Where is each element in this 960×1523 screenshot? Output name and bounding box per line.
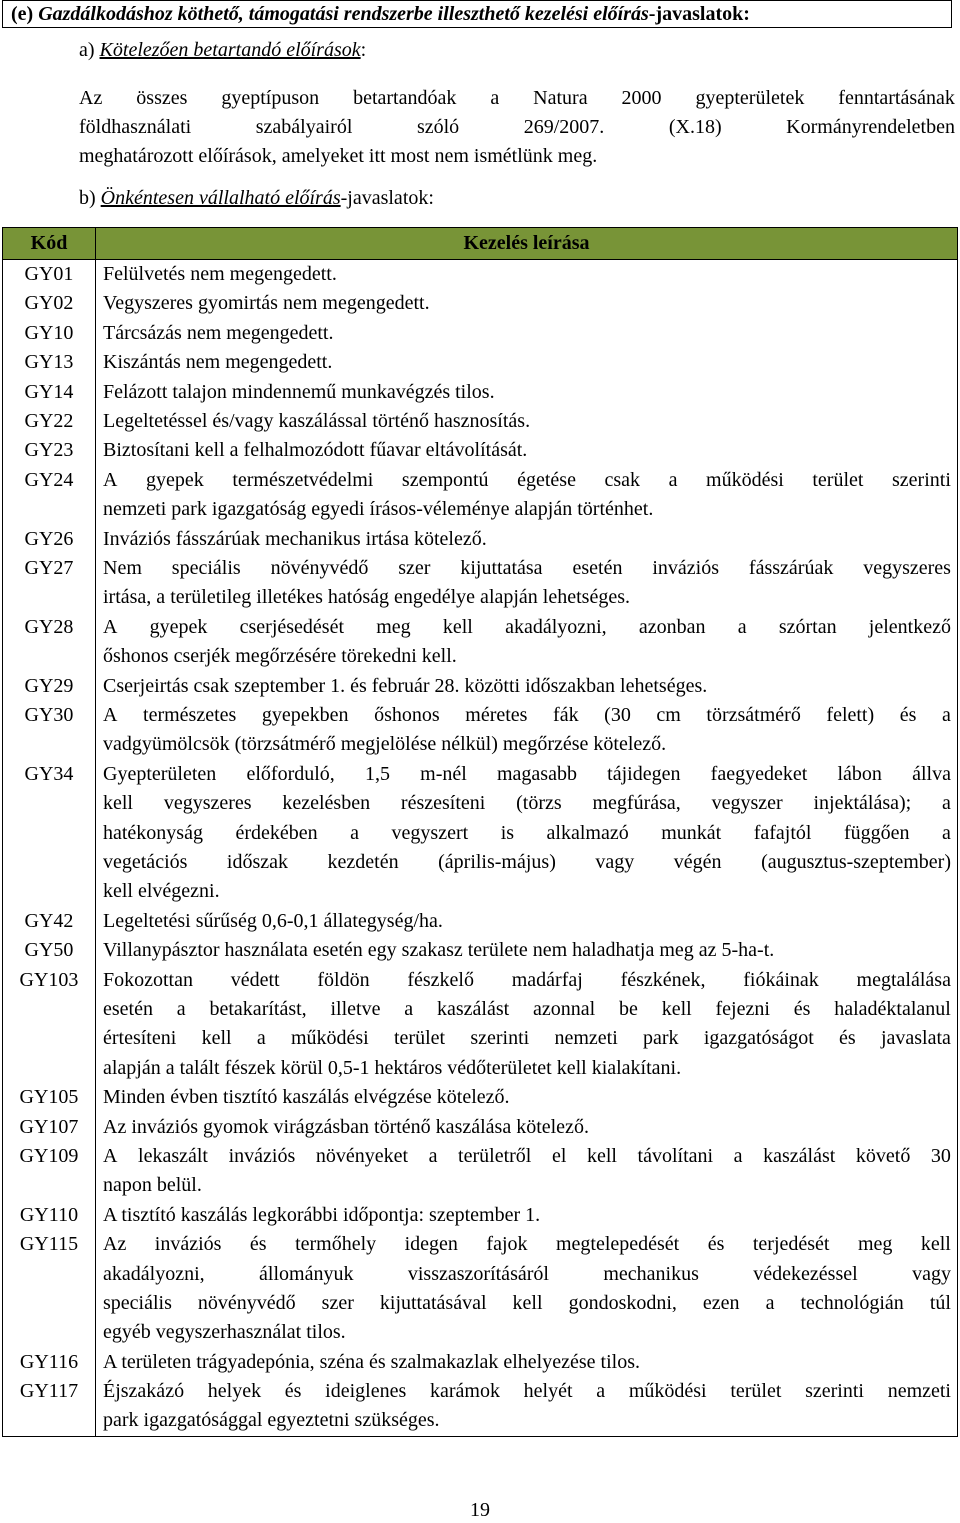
section-a-paragraph xyxy=(79,84,955,171)
row-description xyxy=(96,466,957,525)
row-description xyxy=(96,1230,957,1348)
row-description xyxy=(96,319,957,348)
row-description xyxy=(96,1113,957,1142)
row-code: GY30 xyxy=(3,701,96,760)
description-line: napon belül. xyxy=(103,1174,202,1197)
table-row xyxy=(3,436,957,465)
section-a-title: Kötelezően betartandó előírások xyxy=(99,39,361,61)
table-row xyxy=(3,1142,957,1201)
table-row xyxy=(3,260,957,289)
row-description xyxy=(96,966,957,1084)
description-line: Tárcsázás nem megengedett. xyxy=(103,321,334,344)
row-description xyxy=(96,407,957,436)
row-code: GY28 xyxy=(3,613,96,672)
description-line: hatékonyság érdekében a vegyszert is alkalmazó munkát fafajtól függően a xyxy=(103,821,951,844)
table-row xyxy=(3,701,957,760)
row-code: GY107 xyxy=(3,1113,96,1142)
description-line: Legeltetési sűrűség 0,6-0,1 állategység/ha. xyxy=(103,909,443,932)
description-line: A természetes gyepekben őshonos méretes fák (30 cm törzsátmérő felett) és a xyxy=(103,704,951,726)
description-line: Felázott talajon mindennemű munkavégzés tilos. xyxy=(103,380,495,403)
description-line: A lekaszált inváziós növényeket a területről el kell távolítani a kaszálást követő 30 xyxy=(103,1144,951,1167)
row-description xyxy=(96,525,957,554)
description-line: alapján a talált fészek körül 0,5-1 hektáros védőterületet kell kialakítani. xyxy=(103,1056,682,1079)
row-description xyxy=(96,378,957,407)
table-row xyxy=(3,966,957,1084)
row-description xyxy=(96,672,957,701)
description-line: A gyepek cserjésedését meg kell akadályozni, azonban a szórtan jelentkező xyxy=(103,615,951,638)
row-description xyxy=(96,1201,957,1230)
table-row xyxy=(3,907,957,936)
description-line: A tisztító kaszálás legkorábbi időpontja: szeptember 1. xyxy=(103,1203,541,1226)
description-line: kell vegyszeres kezelésben részesíteni (törzs megfúrása, vegyszer injektálása); a xyxy=(103,792,951,815)
row-code: GY50 xyxy=(3,936,96,965)
section-a-colon: : xyxy=(360,39,367,61)
description-line: irtása, a területileg illetékes hatóság engedélye alapján lehetséges. xyxy=(103,586,630,609)
table-row xyxy=(3,1083,957,1112)
description-line: Fokozottan védett földön fészkelő madárfaj fészkének, fiókáinak megtalálása xyxy=(103,968,951,991)
row-description xyxy=(96,760,957,907)
row-code: GY27 xyxy=(3,554,96,613)
section-a-heading xyxy=(79,38,366,62)
description-line: őshonos cserjék megőrzésére törekedni kell. xyxy=(103,645,457,668)
table-row xyxy=(3,289,957,318)
row-description xyxy=(96,1083,957,1112)
description-line: esetén a betakarítást, illetve a kaszálást azonnal be kell fejezni és haladéktalanul xyxy=(103,997,951,1020)
table-row xyxy=(3,348,957,377)
paragraph-line: földhasználati szabályairól szóló 269/2007. (X.18) Kormányrendeletben xyxy=(79,116,955,138)
header-description: Kezelés leírása xyxy=(463,232,590,254)
header-italic-text: Gazdálkodáshoz köthető, támogatási rendszerbe illeszthető kezelési előírás xyxy=(38,3,649,25)
table-row xyxy=(3,407,957,436)
description-line: egyéb vegyszerhasználat tilos. xyxy=(103,1321,346,1344)
header-prefix: (e) xyxy=(11,3,39,25)
row-description xyxy=(96,1377,957,1436)
row-code: GY103 xyxy=(3,966,96,1084)
row-code: GY42 xyxy=(3,907,96,936)
section-header-box xyxy=(2,0,952,28)
row-description xyxy=(96,554,957,613)
row-description xyxy=(96,613,957,672)
section-b-title: Önkéntesen vállalható előírás xyxy=(100,187,341,209)
row-code: GY116 xyxy=(3,1348,96,1377)
section-b-heading xyxy=(79,186,434,210)
table-row xyxy=(3,1348,957,1377)
table-row xyxy=(3,760,957,907)
row-description xyxy=(96,907,957,936)
description-line: Az inváziós és termőhely idegen fajok megtelepedését és terjedését meg kell xyxy=(103,1233,951,1256)
row-description xyxy=(96,701,957,760)
row-code: GY01 xyxy=(3,260,96,289)
header-suffix: -javaslatok: xyxy=(648,3,750,25)
row-description xyxy=(96,936,957,965)
description-line: park igazgatósággal egyeztetni szükséges. xyxy=(103,1409,440,1432)
row-code: GY13 xyxy=(3,348,96,377)
table-row xyxy=(3,1377,957,1436)
row-code: GY14 xyxy=(3,378,96,407)
paragraph-line: meghatározott előírások, amelyeket itt most nem ismétlünk meg. xyxy=(79,145,598,167)
table-row xyxy=(3,525,957,554)
row-code: GY105 xyxy=(3,1083,96,1112)
description-line: kell elvégezni. xyxy=(103,880,220,903)
row-code: GY109 xyxy=(3,1142,96,1201)
description-line: Cserjeirtás csak szeptember 1. és február 28. közötti időszakban lehetséges. xyxy=(103,674,708,697)
table-row xyxy=(3,554,957,613)
row-code: GY110 xyxy=(3,1201,96,1230)
description-line: nemzeti park igazgatóság egyedi írásos-véleménye alapján történhet. xyxy=(103,498,654,521)
description-line: speciális növényvédő szer kijuttatásával kell gondoskodni, ezen a technológián túl xyxy=(103,1291,951,1314)
table-row xyxy=(3,319,957,348)
row-code: GY34 xyxy=(3,760,96,907)
row-description xyxy=(96,289,957,318)
description-line: akadályozni, állományuk visszaszorításáról mechanikus védekezéssel vagy xyxy=(103,1262,951,1285)
table-row xyxy=(3,378,957,407)
table-body xyxy=(3,260,957,1436)
description-line: Az inváziós gyomok virágzásban történő kaszálása kötelező. xyxy=(103,1115,589,1138)
row-code: GY29 xyxy=(3,672,96,701)
section-b-suffix: -javaslatok: xyxy=(340,187,434,209)
row-description xyxy=(96,348,957,377)
row-code: GY02 xyxy=(3,289,96,318)
table-row xyxy=(3,936,957,965)
row-description xyxy=(96,260,957,289)
row-code: GY23 xyxy=(3,436,96,465)
management-table xyxy=(2,227,958,1437)
row-code: GY22 xyxy=(3,407,96,436)
description-line: Biztosítani kell a felhalmozódott fűavar eltávolítását. xyxy=(103,439,528,462)
table-row xyxy=(3,1201,957,1230)
row-code: GY115 xyxy=(3,1230,96,1348)
row-code: GY24 xyxy=(3,466,96,525)
description-line: Kiszántás nem megengedett. xyxy=(103,351,333,374)
row-code: GY117 xyxy=(3,1377,96,1436)
header-code: Kód xyxy=(3,228,96,259)
description-line: Villanypásztor használata esetén egy szakasz területe nem haladhatja meg az 5-ha-t. xyxy=(103,939,775,962)
section-header xyxy=(11,2,750,26)
row-code: GY10 xyxy=(3,319,96,348)
row-code: GY26 xyxy=(3,525,96,554)
description-line: vegetációs időszak kezdetén (április-május) vagy végén (augusztus-szeptember) xyxy=(103,850,951,873)
description-line: Vegyszeres gyomirtás nem megengedett. xyxy=(103,292,430,315)
section-a-letter: a) xyxy=(79,39,100,61)
table-row xyxy=(3,672,957,701)
description-line: Nem speciális növényvédő szer kijuttatása esetén inváziós fásszárúak vegyszeres xyxy=(103,557,951,580)
description-line: A területen trágyadepónia, széna és szalmakazlak elhelyezése tilos. xyxy=(103,1350,640,1373)
table-row xyxy=(3,466,957,525)
description-line: Gyepterületen előforduló, 1,5 m-nél magasabb tájidegen faegyedeket lábon állva xyxy=(103,762,951,785)
description-line: Legeltetéssel és/vagy kaszálással történő hasznosítás. xyxy=(103,410,531,433)
paragraph-line: Az összes gyeptípuson betartandóak a Natura 2000 gyepterületek fenntartásának xyxy=(79,87,955,109)
row-description xyxy=(96,1142,957,1201)
row-description xyxy=(96,1348,957,1377)
description-line: Inváziós fásszárúak mechanikus irtása kötelező. xyxy=(103,527,487,550)
row-description xyxy=(96,436,957,465)
description-line: A gyepek természetvédelmi szempontú égetése csak a működési terület szerinti xyxy=(103,468,951,491)
page-number: 19 xyxy=(470,1499,490,1521)
description-line: értesíteni kell a működési terület szerinti nemzeti park igazgatóságot és javaslata xyxy=(103,1027,951,1050)
table-row xyxy=(3,1230,957,1348)
table-header-row xyxy=(3,228,957,260)
description-line: Felülvetés nem megengedett. xyxy=(103,263,337,285)
description-line: Minden évben tisztító kaszálás elvégzése kötelező. xyxy=(103,1086,510,1109)
description-line: vadgyümölcsök (törzsátmérő megjelölése nélkül) megőrzése kötelező. xyxy=(103,733,667,756)
description-line: Éjszakázó helyek és ideiglenes karámok helyét a működési terület szerinti nemzeti xyxy=(103,1380,951,1403)
table-row xyxy=(3,1113,957,1142)
section-b-letter: b) xyxy=(79,187,101,209)
table-row xyxy=(3,613,957,672)
